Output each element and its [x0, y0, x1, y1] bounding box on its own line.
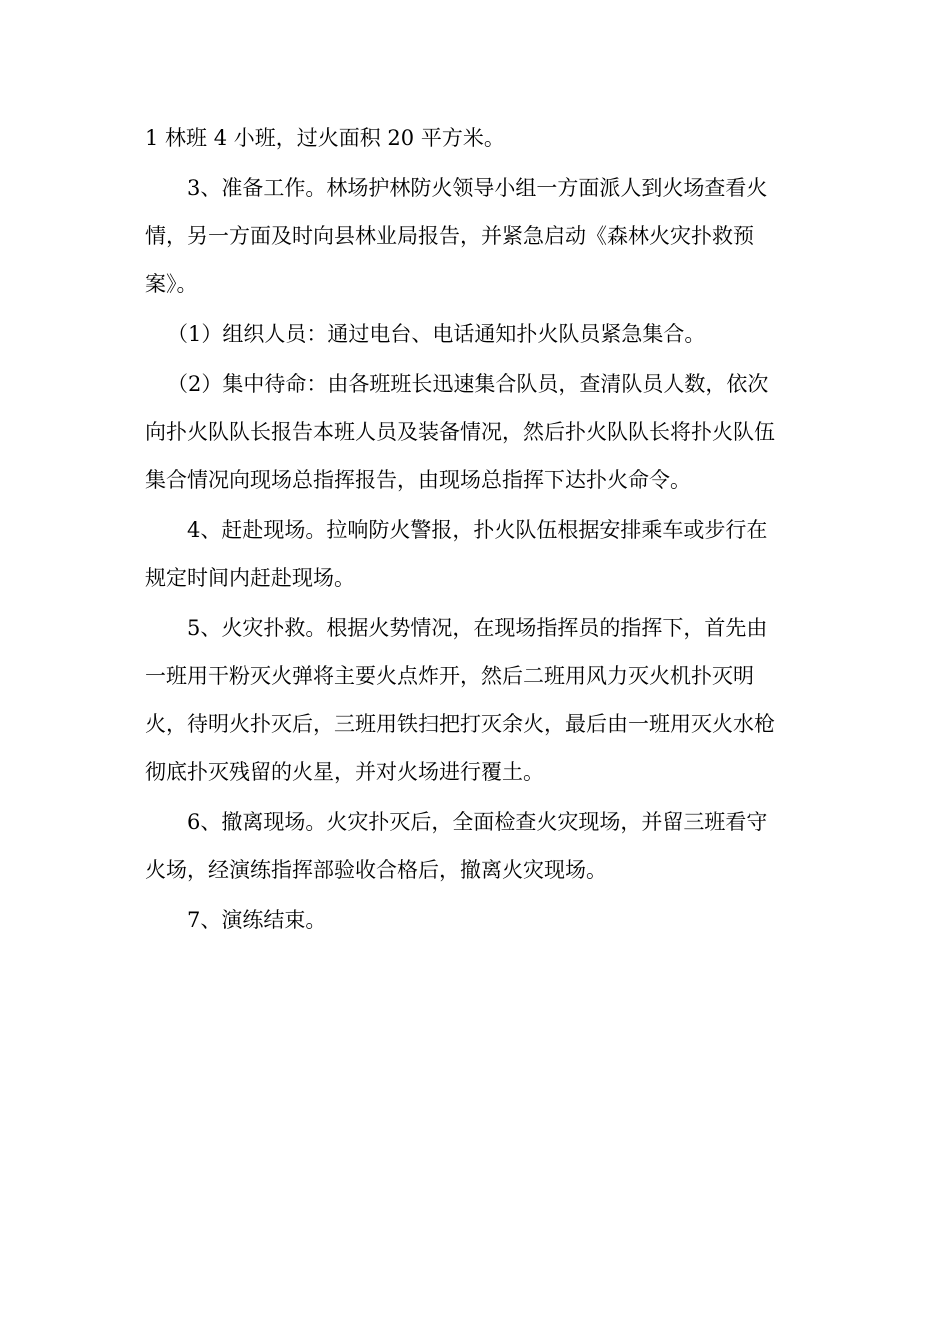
text-line: 集合情况向现场总指挥报告，由现场总指挥下达扑火命令。 [145, 468, 691, 492]
text-line: （2）集中待命：由各班班长迅速集合队员，查清队员人数，依次 [167, 372, 769, 396]
paragraph-organize-personnel [145, 310, 825, 360]
text-line: 3、准备工作。林场护林防火领导小组一方面派人到火场查看火 [187, 176, 768, 200]
paragraph-evacuate [145, 798, 825, 896]
paragraph-rush-to-scene [145, 506, 825, 604]
paragraph-drill-end [145, 896, 825, 946]
paragraph-fire-area [145, 114, 825, 164]
text-line: 一班用干粉灭火弹将主要火点炸开，然后二班用风力灭火机扑灭明 [145, 664, 754, 688]
text-line: 规定时间内赶赴现场。 [145, 566, 355, 590]
text-line: 情，另一方面及时向县林业局报告，并紧急启动《森林火灾扑救预 [145, 224, 754, 248]
document-body [145, 114, 825, 946]
text-line: 6、撤离现场。火灾扑灭后，全面检查火灾现场，并留三班看守 [187, 810, 768, 834]
text-line: 1 林班 4 小班，过火面积 20 平方米。 [145, 126, 505, 150]
text-line: 火场，经演练指挥部验收合格后，撤离火灾现场。 [145, 858, 607, 882]
text-line: 7、演练结束。 [187, 908, 327, 932]
text-line: 案》。 [145, 272, 198, 296]
text-line: 火，待明火扑灭后，三班用铁扫把打灭余火，最后由一班用灭火水枪 [145, 712, 775, 736]
paragraph-standby [145, 360, 825, 506]
paragraph-preparation [145, 164, 825, 310]
text-line: 向扑火队队长报告本班人员及装备情况，然后扑火队队长将扑火队伍 [145, 420, 775, 444]
text-line: 彻底扑灭残留的火星，并对火场进行覆土。 [145, 760, 544, 784]
text-line: 5、火灾扑救。根据火势情况，在现场指挥员的指挥下，首先由 [187, 616, 768, 640]
text-line: 4、赶赴现场。拉响防火警报，扑火队伍根据安排乘车或步行在 [187, 518, 768, 542]
text-line: （1）组织人员：通过电台、电话通知扑火队员紧急集合。 [167, 322, 706, 346]
paragraph-firefighting [145, 604, 825, 798]
